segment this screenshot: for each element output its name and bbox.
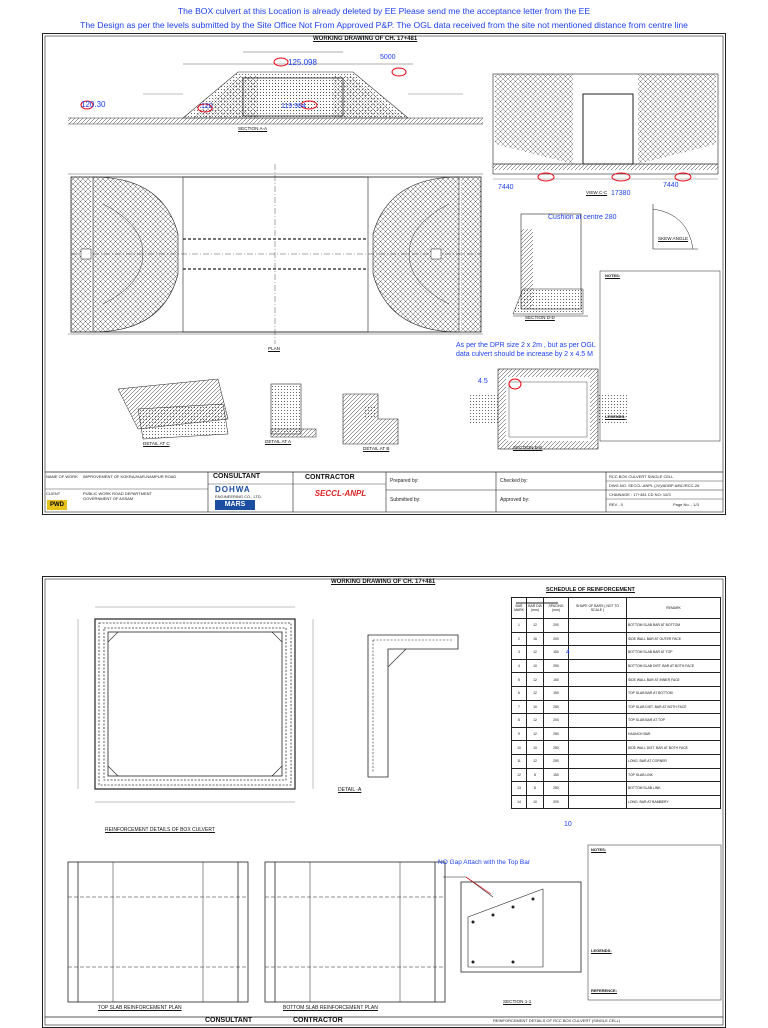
- schedule-spacing-cell: 150: [544, 686, 569, 700]
- section-ee-drawing: [468, 369, 628, 449]
- detail-b-caption: DETAIL AT B: [363, 446, 390, 451]
- revision: REV - 0: [609, 502, 624, 507]
- pwd-logo: PWD: [47, 500, 67, 510]
- sheet2-consultant-label: CONSULTANT: [205, 1017, 253, 1024]
- detail-a-caption-2: DETAIL -A: [338, 787, 362, 793]
- view-cc-caption: VIEW C-C: [586, 190, 608, 195]
- schedule-header-cell: REMARK: [627, 598, 721, 619]
- schedule-dia-cell: 10: [527, 700, 544, 714]
- schedule-mark-cell: 13: [512, 782, 527, 796]
- schedule-dia-cell: 12: [527, 686, 544, 700]
- contractor-label: CONTRACTOR: [305, 474, 355, 481]
- bar-shape-cell: [569, 754, 627, 768]
- dimension-annotation-2: 17380: [611, 190, 631, 197]
- plan-caption: PLAN: [268, 346, 281, 351]
- schedule-dia-cell: 12: [527, 727, 544, 741]
- sheet2-contractor-label: CONTRACTOR: [293, 1017, 343, 1024]
- bar-shape-cell: [569, 659, 627, 673]
- schedule-row: [512, 714, 721, 728]
- schedule-mark-cell: 14: [512, 795, 527, 809]
- client-label: CLIENT: [46, 491, 61, 496]
- section-11-drawing: [443, 877, 581, 972]
- bar-shape-cell: [569, 619, 627, 633]
- drawing-sheet-2: [42, 576, 726, 1028]
- schedule-dia-cell: 10: [527, 659, 544, 673]
- detail-a-caption: DETAIL AT A: [265, 439, 292, 444]
- value-annotation-45: 4.5: [478, 378, 488, 385]
- cushion-annotation: Cushion at centre 280: [548, 214, 617, 221]
- schedule-remark-cell: TOP SLAB DIST. BAR AT BOTH FACE: [627, 700, 721, 714]
- section-aa-caption: SECTION A-A: [238, 126, 268, 131]
- schedule-mark-cell: 7: [512, 700, 527, 714]
- sheet1-legends-heading: LEGENDS:: [605, 414, 626, 419]
- name-of-work-label: NAME OF WORK: [46, 474, 78, 479]
- schedule-remark-cell: TOP SLAB LINK: [627, 768, 721, 782]
- drawing-sheet-1: [42, 33, 726, 515]
- schedule-spacing-cell: 200: [544, 714, 569, 728]
- schedule-mark-cell: 9: [512, 727, 527, 741]
- level-annotation-top: 125.098: [288, 58, 317, 67]
- schedule-remark-cell: TOP SLAB BAR AT BOTTOM: [627, 686, 721, 700]
- handwritten-value-10: 10: [564, 821, 572, 828]
- bar-shape-cell: [569, 700, 627, 714]
- schedule-remark-cell: BOTTOM SLAB LINK: [627, 782, 721, 796]
- schedule-spacing-cell: 250: [544, 754, 569, 768]
- sheet2-drawing-title: REINFORCEMENT DETAILS OF RCC BOX CULVERT (SINGLE CELL): [493, 1018, 621, 1023]
- schedule-row: [512, 727, 721, 741]
- schedule-spacing-cell: 150: [544, 673, 569, 687]
- schedule-dia-cell: 12: [527, 673, 544, 687]
- level-annotation-mid: 120: [201, 103, 213, 110]
- consultant-subtitle: ENGINEERING CO., LTD.: [215, 494, 262, 499]
- bottom-slab-caption: BOTTOM SLAB REINFORCEMENT PLAN: [283, 1005, 378, 1011]
- schedule-row: [512, 632, 721, 646]
- schedule-row: [512, 795, 721, 809]
- schedule-spacing-cell: 150: [544, 768, 569, 782]
- bar-shape: [512, 598, 562, 607]
- chainage-info: CHAINAGE : 17+481 CD NO: 10/3: [609, 492, 671, 497]
- bar-shape-cell: [569, 768, 627, 782]
- bar-shape-cell: [569, 782, 627, 796]
- schedule-dia-cell: 8: [527, 782, 544, 796]
- schedule-row: [512, 619, 721, 633]
- top-slab-plan-drawing: [68, 862, 248, 1002]
- schedule-spacing-cell: 250: [544, 700, 569, 714]
- schedule-remark-cell: LONG. BAR AT BAMBERY: [627, 795, 721, 809]
- schedule-spacing-cell: 200: [544, 795, 569, 809]
- dimension-annotation-3: 7440: [663, 182, 679, 189]
- detail-a-drawing: [271, 384, 316, 437]
- dpr-size-annotation: As per the DPR size 2 x 2m , but as per OGL data culvert should be increase by 2 x 4.5 M: [456, 342, 596, 358]
- bar-shape-cell: [569, 795, 627, 809]
- dimension-annotation-1: 7440: [498, 184, 514, 191]
- schedule-spacing-cell: 200: [544, 619, 569, 633]
- gap-annotation: NO Gap Attach with the Top Bar: [438, 859, 531, 866]
- section-ee-caption: SECTION E-E: [513, 445, 543, 450]
- schedule-remark-cell: SIDE WALL BAR AT OUTER FACE: [627, 632, 721, 646]
- page-number: Page No. - 1/3: [673, 502, 699, 507]
- schedule-dia-cell: 12: [527, 619, 544, 633]
- schedule-remark-cell: BOTTOM SLAB BAR AT BOTTOM: [627, 619, 721, 633]
- bar-shape-cell: [569, 673, 627, 687]
- schedule-dia-cell: 10: [527, 795, 544, 809]
- reinforcement-schedule-table: [511, 597, 721, 809]
- client-name: PUBLIC WORK ROAD DEPARTMENT GOVERNMENT OF ASSAM: [83, 491, 152, 501]
- schedule-mark-cell: 6: [512, 686, 527, 700]
- schedule-dia-cell: 10: [527, 741, 544, 755]
- schedule-header-cell: SPACING (mm): [544, 598, 569, 619]
- schedule-row: [512, 686, 721, 700]
- reinforcement-details-caption: REINFORCEMENT DETAILS OF BOX CULVERT: [105, 827, 215, 833]
- schedule-mark-cell: 4: [512, 659, 527, 673]
- drawing-number: DWG.NO. SECCL-ANPL (JV)/ADBP-6/BC/RCC-26: [609, 483, 700, 488]
- schedule-header-cell: BAR DIA (mm): [527, 598, 544, 619]
- schedule-mark-cell: 2: [512, 632, 527, 646]
- schedule-remark-cell: SIDE WALL DIST. BAR AT BOTH FACE: [627, 741, 721, 755]
- drawing-title: RCC BOX CULVERT SINGLE CELL: [609, 474, 674, 479]
- schedule-dia-cell: 12: [527, 754, 544, 768]
- schedule-remark-cell: HAUNCH BAR: [627, 727, 721, 741]
- schedule-header-cell: BAR MARK: [512, 598, 527, 619]
- level-annotation-right: 119.984: [281, 103, 306, 110]
- detail-c-caption: DETAIL AT C: [143, 441, 170, 446]
- bar-shape-cell: [569, 632, 627, 646]
- checked-by-label: Checked by:: [500, 478, 528, 484]
- schedule-row: [512, 673, 721, 687]
- schedule-dia-cell: 12: [527, 646, 544, 660]
- bar-shape-cell: [569, 646, 627, 660]
- schedule-header-cell: SHAPE OF BARS ( NOT TO SCALE ): [569, 598, 627, 619]
- schedule-dia-cell: 12: [527, 714, 544, 728]
- schedule-row: [512, 782, 721, 796]
- top-slab-caption: TOP SLAB REINFORCEMENT PLAN: [98, 1005, 182, 1011]
- schedule-row: [512, 646, 721, 660]
- detail-a-reinforcement: [368, 635, 458, 777]
- detail-c-drawing: [118, 379, 228, 439]
- schedule-title: SCHEDULE OF REINFORCEMENT: [546, 587, 635, 593]
- schedule-dia-cell: 16: [527, 632, 544, 646]
- skew-angle-drawing: [653, 204, 698, 249]
- submitted-by-label: Submitted by:: [390, 497, 421, 503]
- schedule-remark-cell: BOTTOM SLAB BAR AT TOP: [627, 646, 721, 660]
- schedule-row: [512, 754, 721, 768]
- sheet2-title: WORKING DRAWING OF CH. 17+481: [331, 579, 436, 585]
- schedule-remark-cell: SIDE WALL BAR AT INNER FACE: [627, 673, 721, 687]
- section-dd-drawing: [513, 214, 588, 316]
- consultant-logo: DOHWA: [215, 485, 251, 494]
- schedule-row: [512, 741, 721, 755]
- sheet2-notes-heading: NOTES:: [591, 847, 607, 852]
- handwritten-value-4: 4: [566, 649, 570, 656]
- schedule-spacing-cell: 250: [544, 782, 569, 796]
- schedule-mark-cell: 8: [512, 714, 527, 728]
- view-cc-drawing: [493, 74, 718, 181]
- section-11-caption: SECTION 1-1: [503, 999, 532, 1004]
- detail-b-drawing: [343, 394, 398, 444]
- schedule-spacing-cell: 150: [544, 646, 569, 660]
- box-reinforcement-drawing: [78, 607, 313, 802]
- schedule-spacing-cell: 200: [544, 632, 569, 646]
- schedule-dia-cell: 8: [527, 768, 544, 782]
- plan-drawing: [68, 164, 483, 344]
- bar-shape-cell: [569, 686, 627, 700]
- schedule-spacing-cell: 250: [544, 659, 569, 673]
- bar-shape-cell: [569, 727, 627, 741]
- consultant-logo-2: MARS: [215, 500, 255, 510]
- schedule-remark-cell: LONG. BAR AT CORNER: [627, 754, 721, 768]
- schedule-mark-cell: 11: [512, 754, 527, 768]
- schedule-spacing-cell: 250: [544, 741, 569, 755]
- approved-by-label: Approved by:: [500, 497, 530, 503]
- schedule-remark-cell: BOTTOM SLAB DIST. BAR AT BOTH FACE: [627, 659, 721, 673]
- sheet2-legends-heading: LEGENDS:: [591, 948, 612, 953]
- schedule-mark-cell: 1: [512, 619, 527, 633]
- section-aa-drawing: [68, 52, 483, 124]
- schedule-spacing-cell: 250: [544, 727, 569, 741]
- schedule-remark-cell: TOP SLAB BAR AT TOP: [627, 714, 721, 728]
- prepared-by-label: Prepared by:: [390, 478, 419, 484]
- schedule-mark-cell: 5: [512, 673, 527, 687]
- consultant-label: CONSULTANT: [213, 473, 261, 480]
- schedule-mark-cell: 10: [512, 741, 527, 755]
- schedule-row: [512, 700, 721, 714]
- sheet1-title: WORKING DRAWING OF CH. 17+481: [313, 36, 418, 42]
- width-annotation: 5000: [380, 54, 396, 61]
- skew-angle-caption: SKEW ANGLE: [658, 236, 689, 241]
- sheet2-reference-heading: REFERENCE:: [591, 988, 618, 993]
- bar-shape-cell: [569, 714, 627, 728]
- schedule-mark-cell: 12: [512, 768, 527, 782]
- sheet1-notes-heading: NOTES:: [605, 273, 621, 278]
- schedule-mark-cell: 3: [512, 646, 527, 660]
- level-annotation-left: 120.30: [81, 100, 106, 109]
- schedule-row: [512, 659, 721, 673]
- section-dd-caption: SECTION D-D: [525, 315, 555, 320]
- schedule-row: [512, 768, 721, 782]
- name-of-work: IMPROVEMENT OF KOKRAJHAR-NAMPUR ROAD: [83, 474, 177, 479]
- review-comment-2: The Design as per the levels submitted by the Site Office Not From Approved P&P. The OGL data received from the site not mentioned distance from centre line: [80, 20, 688, 30]
- bottom-slab-plan-drawing: [265, 862, 445, 1002]
- contractor-logo: SECCL-ANPL: [314, 489, 367, 498]
- review-comment-1: The BOX culvert at this Location is already deleted by EE Please send me the acceptance letter from the EE: [177, 6, 591, 16]
- bar-shape-cell: [569, 741, 627, 755]
